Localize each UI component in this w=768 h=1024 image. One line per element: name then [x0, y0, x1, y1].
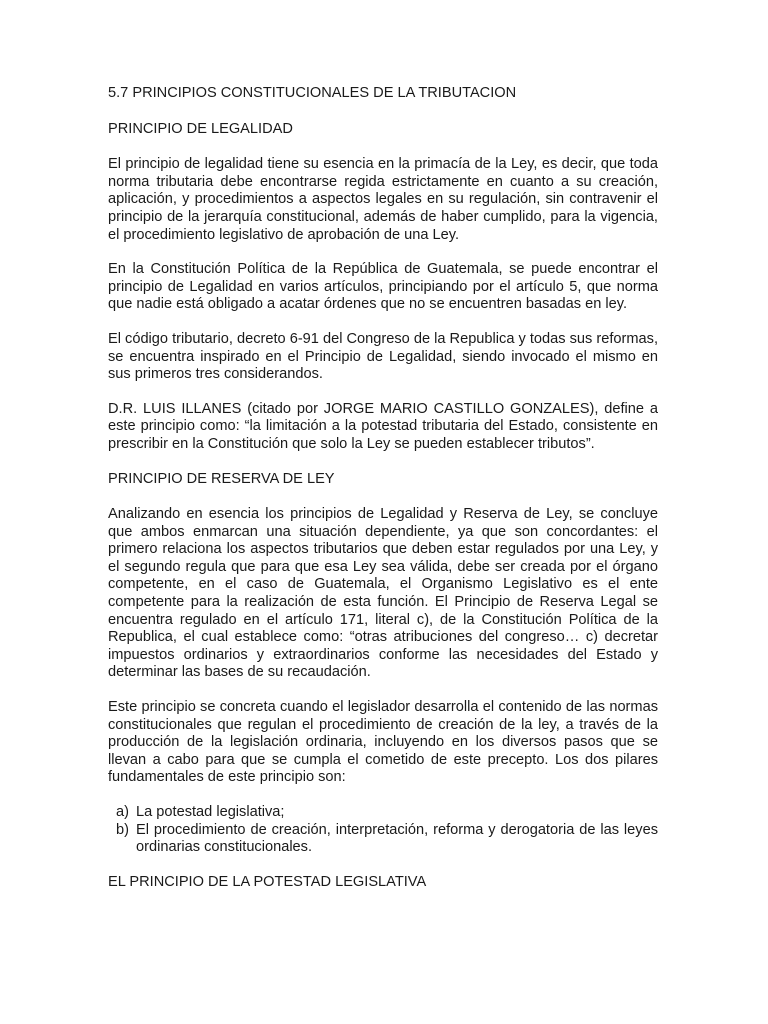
paragraph: En la Constitución Política de la República de Guatemala, se puede encontrar el principio de Legalidad en varios artículos, principiando por el artículo 5, que norma que nadie está obligado a acatar órdenes que no se encuentren basadas en ley. [108, 261, 658, 313]
pillars-list [108, 804, 658, 857]
paragraph: Analizando en esencia los principios de Legalidad y Reserva de Ley, se concluye que ambos enmarcan una situación dependiente, ya que son concordantes: el primero relaciona los aspectos tributarios que deben estar regulados por una Ley, y el segundo regula que para que esa Ley sea válida, debe ser creada por el órgano competente, en el caso de Guatemala, el Organismo Legislativo es el ente competente para la realización de esta función. El Principio de Reserva Legal se encuentra regulado en el artículo 171, literal c), de la Constitución Política de la Republica, el cual establece como: “otras atribuciones del congreso… c) decretar impuestos ordinarios y extraordinarios conforme las necesidades del Estado y determinar las bases de su recaudación. [108, 506, 658, 681]
list-marker: b) [116, 821, 129, 838]
list-item-text: La potestad legislativa; [136, 804, 285, 820]
document-title: 5.7 PRINCIPIOS CONSTITUCIONALES DE LA TRIBUTACION [108, 85, 517, 101]
list-marker: a) [116, 804, 129, 820]
paragraph: Este principio se concreta cuando el legislador desarrolla el contenido de las normas constitucionales que regulan el procedimiento de creación de la ley, a través de la producción de la legislación ordinaria, incluyendo en los diversos pasos que se llevan a cabo para que se cumpla el cometido de este precepto. Los dos pilares fundamentales de este principio son: [108, 699, 658, 786]
section-heading-reserva-de-ley: PRINCIPIO DE RESERVA DE LEY [108, 470, 335, 487]
list-item [108, 804, 658, 822]
section-heading-potestad-legislativa: EL PRINCIPIO DE LA POTESTAD LEGISLATIVA [108, 873, 427, 890]
paragraph-quote-illanes: D.R. LUIS ILLANES (citado por JORGE MARIO CASTILLO GONZALES), define a este principio como: “la limitación a la potestad tributaria del Estado, consistente en prescribir en la Constitución que solo la Ley se pueden establecer tributos”. [108, 400, 658, 452]
document-body [108, 85, 658, 909]
paragraph: El principio de legalidad tiene su esencia en la primacía de la Ley, es decir, que toda norma tributaria debe encontrarse regida estrictamente en cuanto a su creación, aplicación, y procedimientos a aspectos legales en su regulación, sin contravenir el principio de la jerarquía constitucional, además de haber cumplido, para la vigencia, el procedimiento legislativo de aprobación de una Ley. [108, 156, 658, 243]
section-heading-legalidad: PRINCIPIO DE LEGALIDAD [108, 120, 293, 137]
list-item-text: El procedimiento de creación, interpretación, reforma y derogatoria de las leyes ordinarias constitucionales. [136, 821, 658, 856]
list-item [108, 822, 658, 857]
paragraph: El código tributario, decreto 6-91 del Congreso de la Republica y todas sus reformas, se encuentra inspirado en el Principio de Legalidad, siendo invocado el mismo en sus primeros tres considerandos. [108, 330, 658, 383]
